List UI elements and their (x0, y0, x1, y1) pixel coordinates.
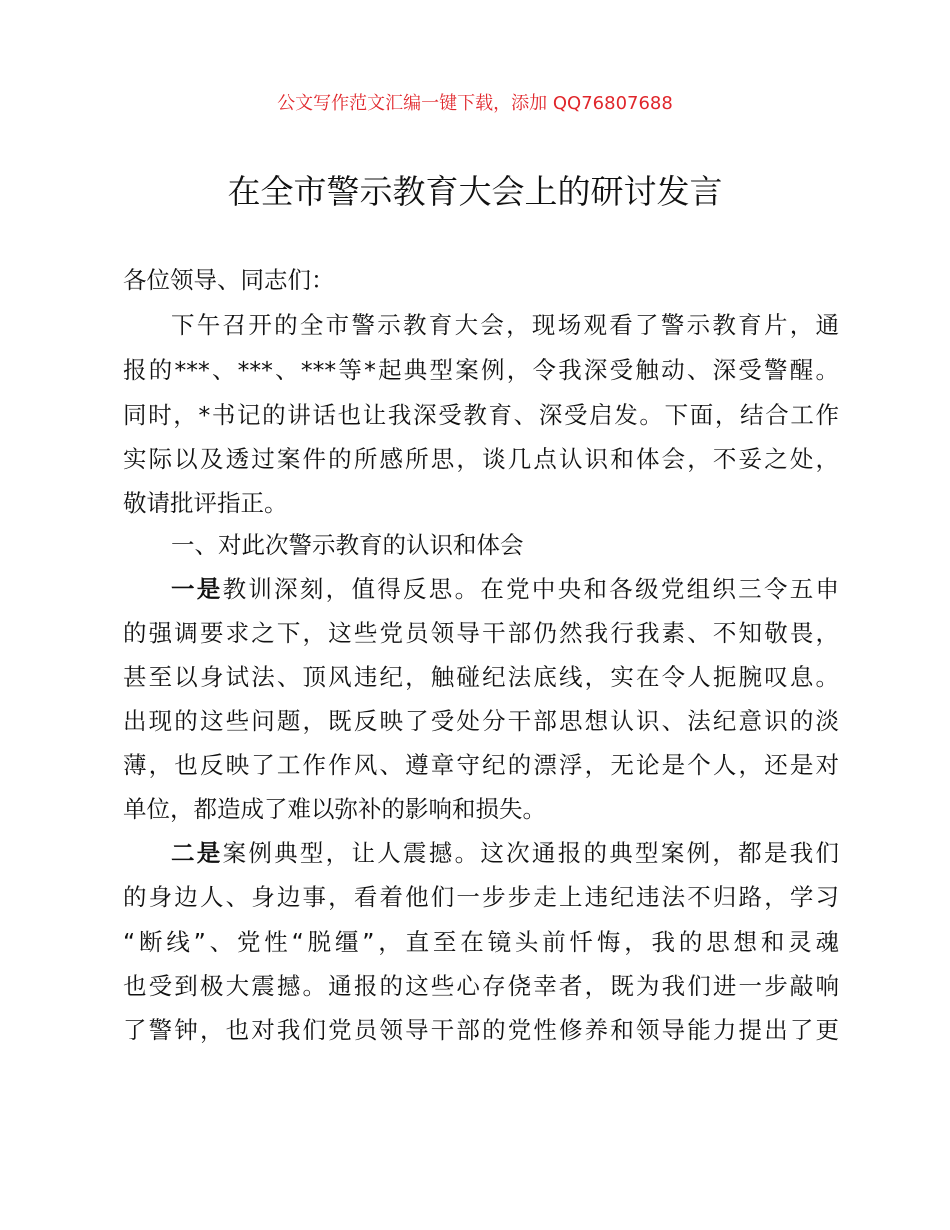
greeting: 各位领导、同志们： (123, 266, 335, 294)
paragraph-line: 同时，*书记的讲话也让我深受教育、深受启发。下面，结合工作 (123, 401, 839, 429)
point-label: 二是 (171, 839, 223, 867)
paragraph-line: 也受到极大震撼。通报的这些心存侥幸者，既为我们进一步敲响 (123, 972, 839, 1000)
paragraph-line: “断线”、党性“脱缰”，直至在镜头前忏悔，我的思想和灵魂 (123, 928, 839, 956)
paragraph-line: 甚至以身试法、顶风违纪，触碰纪法底线，实在令人扼腕叹息。 (123, 663, 839, 691)
section-heading: 一、对此次警示教育的认识和体会 (171, 531, 524, 559)
paragraph-line: 下午召开的全市警示教育大会，现场观看了警示教育片，通 (171, 311, 839, 339)
paragraph-line: 单位，都造成了难以弥补的影响和损失。 (123, 795, 546, 823)
paragraph-line: 敬请批评指正。 (123, 489, 288, 517)
paragraph-line (123, 574, 839, 604)
point-text: 教训深刻，值得反思。在党中央和各级党组织三令五申 (222, 575, 840, 603)
paragraph-line: 出现的这些问题，既反映了受处分干部思想认识、法纪意识的淡 (123, 707, 839, 735)
download-banner: 公文写作范文汇编一键下载，添加 QQ76807688 (277, 93, 673, 114)
point-text: 案例典型，让人震撼。这次通报的典型案例，都是我们 (222, 839, 840, 867)
point-label: 一是 (171, 575, 223, 603)
paragraph-line: 的强调要求之下，这些党员领导干部仍然我行我素、不知敬畏， (123, 619, 839, 647)
document-title: 在全市警示教育大会上的研讨发言 (227, 172, 723, 211)
paragraph-line (123, 838, 839, 868)
paragraph-line: 了警钟，也对我们党员领导干部的党性修养和领导能力提出了更 (123, 1016, 839, 1044)
paragraph-line: 薄，也反映了工作作风、遵章守纪的漂浮，无论是个人，还是对 (123, 751, 839, 779)
paragraph-line: 实际以及透过案件的所感所思，谈几点认识和体会，不妥之处， (123, 445, 839, 473)
paragraph-line: 报的***、***、***等*起典型案例，令我深受触动、深受警醒。 (123, 356, 839, 384)
paragraph-line: 的身边人、身边事，看着他们一步步走上违纪违法不归路，学习 (123, 883, 839, 911)
